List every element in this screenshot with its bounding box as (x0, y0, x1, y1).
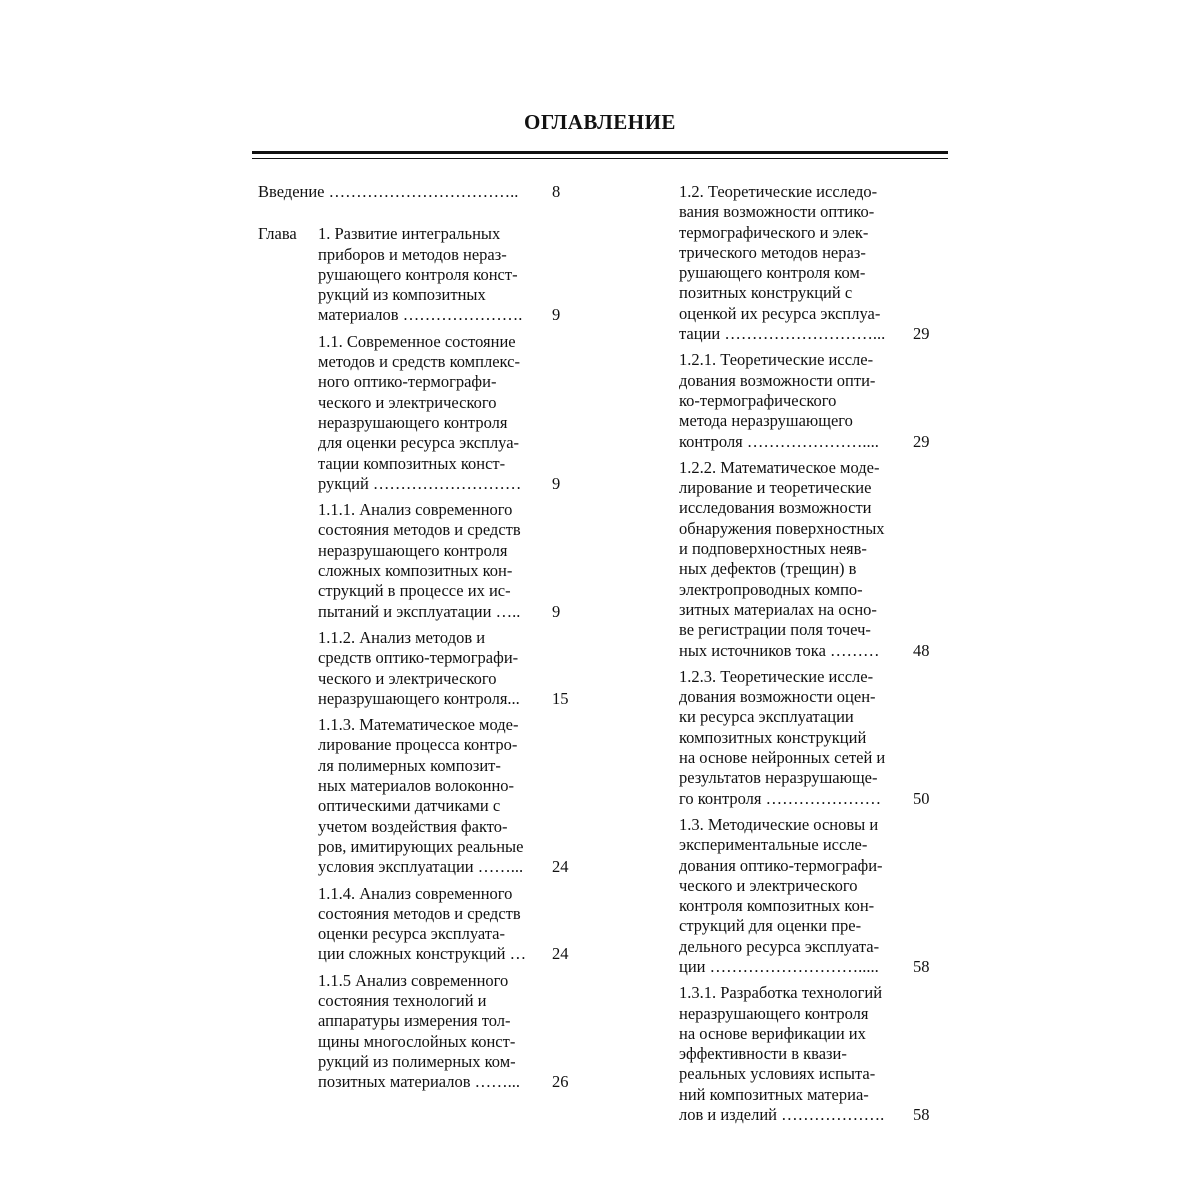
toc-entry (318, 628, 578, 709)
toc-entry (318, 224, 578, 325)
toc-entry-page: 29 (913, 324, 930, 344)
toc-entry-page: 29 (913, 431, 930, 451)
toc-entry-text: 1.1. Современное состояние методов и средств комплекс- ного оптико-термографи- ческого и электрического неразрушающего контроля для оценки ресурса эксплуа- тации композитных конст- рукций ……………………… (318, 331, 522, 493)
toc-entry-page: 58 (913, 956, 930, 976)
toc-entry (679, 350, 939, 451)
toc-entry-text: 1.1.5 Анализ современного состояния технологий и аппаратуры измерения тол- щины многослойных конст- рукций из полимерных ком- позитных материалов ……... (318, 970, 521, 1092)
toc-entry (679, 983, 939, 1125)
toc-entry-page: 26 (552, 1072, 569, 1092)
toc-entry-page: 9 (552, 473, 561, 493)
toc-entry-text: 1. Развитие интегральных приборов и методов нераз- рушающего контроля конст- рукций из композитных материалов …………………. (318, 224, 523, 325)
toc-entry-page: 9 (552, 601, 561, 621)
toc-entry (679, 815, 939, 977)
toc-entry-text: 1.1.3. Математическое моде- лирование процесса контро- ля полимерных композит- ных материалов волоконно- оптическими датчиками с учетом воздействия факто- ров, имитирующих реальные условия эксплуатации ……... (318, 715, 524, 877)
toc-entry-page: 58 (913, 1105, 930, 1125)
toc-entry-text: 1.2.3. Теоретические иссле- дования возможности оцен- ки ресурса эксплуатации композитных конструкций на основе нейронных сетей и результатов неразрушающе- го контроля ………………… (679, 666, 886, 808)
page-title: ОГЛАВЛЕНИЕ (524, 110, 676, 134)
chapter-entries (318, 224, 578, 1098)
toc-entry (318, 971, 578, 1093)
toc-entry-page: 24 (552, 944, 569, 964)
toc-entry-page: 24 (552, 857, 569, 877)
toc-right-column (679, 182, 939, 1131)
toc-entry (318, 715, 578, 877)
toc-entry-text: 1.1.2. Анализ методов и средств оптико-термографи- ческого и электрического неразрушающего контроля... (318, 627, 520, 708)
toc-entry-page: 8 (552, 182, 561, 201)
toc-entry (318, 884, 578, 965)
toc-entry (679, 458, 939, 661)
toc-entry-text: 1.3.1. Разработка технологий неразрушающего контроля на основе верификации их эффективности в квази- реальных условиях испыта- ний композитных материа- лов и изделий ………………. (679, 983, 885, 1125)
toc-entry-text: 1.2.2. Математическое моде- лирование и теоретические исследования возможности обнаружения поверхностных и подповерхностных неяв- ных дефектов (трещин) в электропроводных компо- зитных материалах на осно- ве регистрации поля точеч- ных источников тока ……… (679, 457, 885, 660)
toc-entry-text: 1.1.4. Анализ современного состояния методов и средств оценки ресурса эксплуата- ции сложных конструкций … (318, 883, 527, 964)
toc-entry-page: 50 (913, 788, 930, 808)
toc-entry-intro (258, 182, 578, 202)
toc-entry-text: 1.1.1. Анализ современного состояния методов и средств неразрушающего контроля сложных композитных кон- струкций в процессе их ис- пытаний и эксплуатации ….. (318, 500, 521, 621)
toc-entry-page: 9 (552, 305, 561, 325)
title-divider-thin (252, 158, 948, 159)
toc-entry-text: Введение …………………………….. (258, 182, 519, 201)
title-divider-thick (252, 151, 948, 154)
toc-entry (679, 182, 939, 344)
toc-entry (679, 667, 939, 809)
toc-entry-page: 48 (913, 640, 930, 660)
toc-entry (318, 500, 578, 622)
chapter-label: Глава (258, 224, 297, 244)
toc-left-column (258, 182, 578, 1098)
toc-chapter (258, 224, 578, 1098)
toc-entry (318, 332, 578, 494)
toc-entry-text: 1.3. Методические основы и экспериментальные иссле- дования оптико-термографи- ческого и электрического контроля композитных кон- струкций для оценки пре- дельного ресурса эксплуата- ции ………………………..... (679, 814, 883, 976)
toc-entry-text: 1.2.1. Теоретические иссле- дования возможности опти- ко-термографического метода неразрушающего контроля ………………….... (679, 350, 879, 451)
toc-entry-page: 15 (552, 688, 569, 708)
toc-entry-text: 1.2. Теоретические исследо- вания возможности оптико- термографического и элек- трического методов нераз- рушающего контроля ком- позитных конструкций с оценкой их ресурса эксплуа- тации ………………………... (679, 182, 886, 344)
